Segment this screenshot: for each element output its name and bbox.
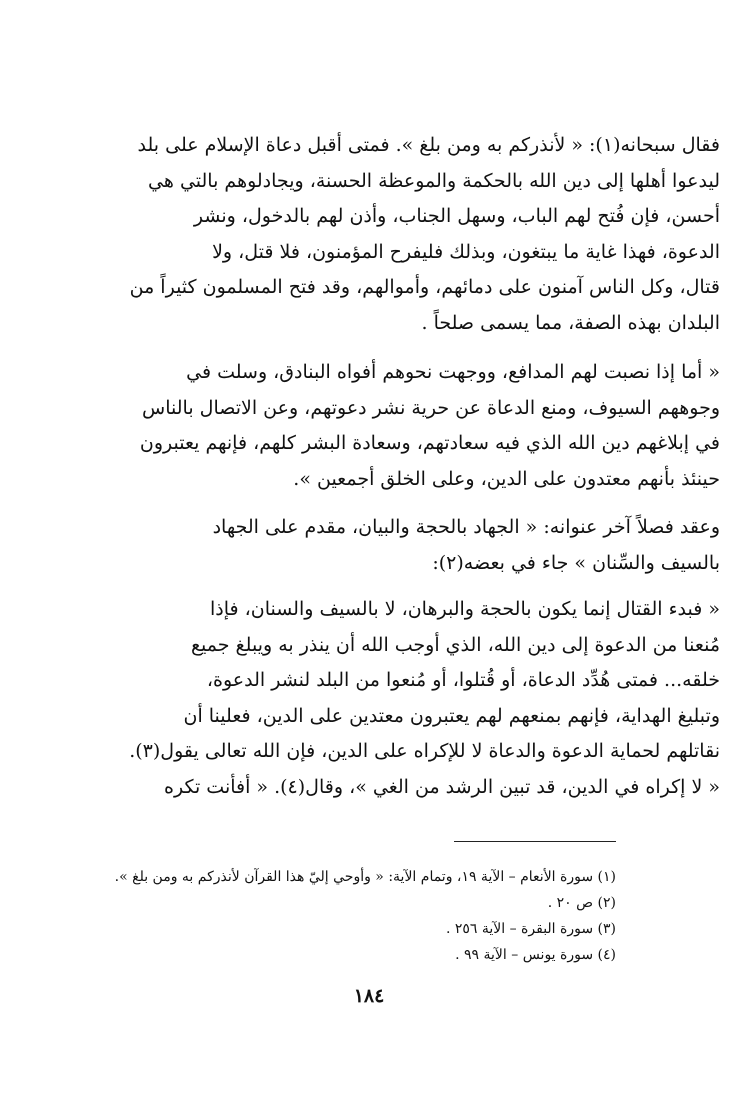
text-line: الدعوة، فهذا غاية ما يبتغون، وبذلك فليفرح المؤمنون، فلا قتل، ولا	[212, 240, 720, 263]
text-line: البلدان بهذه الصفة، مما يسمى صلحاً .	[421, 311, 720, 334]
text-line: نقاتلهم لحماية الدعوة والدعاة لا للإكراه على الدين، فإن الله تعالى يقول(٣).	[129, 740, 720, 762]
text-line: مُنعنا من الدعوة إلى دين الله، الذي أوجب الله أن ينذر به ويبلغ جميع	[190, 633, 720, 656]
text-line: بالسيف والسِّنان » جاء في بعضه(٢):	[432, 551, 720, 574]
footnote-1: (١) سورة الأنعام – الآية ١٩، وتمام الآية: « وأوحي إليّ هذا القرآن لأنذركم به ومن بلغ ».	[114, 869, 616, 885]
footnote-2: (٢) ص ٢٠ .	[547, 895, 616, 911]
paragraph-1	[94, 128, 720, 341]
text-line: وجوههم السيوف، ومنع الدعاة عن حرية نشر دعوتهم، وعن الاتصال بالناس	[142, 396, 720, 419]
footnotes	[94, 864, 616, 968]
text-line: في إبلاغهم دين الله الذي فيه سعادتهم، وسعادة البشر كلهم، فإنهم يعتبرون	[139, 432, 720, 454]
text-line: « أما إذا نصبت لهم المدافع، ووجهت نحوهم أفواه البنادق، وسلت في	[186, 361, 720, 383]
paragraph-3	[94, 510, 720, 581]
paragraph-4	[94, 592, 720, 805]
text-line: ليدعوا أهلها إلى دين الله بالحكمة والموعظة الحسنة، ويجادلوهم بالتي هي	[148, 169, 720, 192]
text-line: خلقه... فمتى هُدِّد الدعاة، أو قُتلوا، أو مُنعوا من البلد لنشر الدعوة،	[206, 669, 720, 691]
footnote-4: (٤) سورة يونس – الآية ٩٩ .	[455, 947, 616, 963]
paragraph-2	[94, 355, 720, 497]
footnote-divider	[454, 841, 616, 842]
text-line: « لا إكراه في الدين، قد تبين الرشد من الغي »، وقال(٤). « أفأنت تكره	[164, 775, 720, 798]
text-line: قتال، وكل الناس آمنون على دمائهم، وأموالهم، وقد فتح المسلمون كثيراً من	[129, 276, 720, 298]
text-line: فقال سبحانه(١): « لأنذركم به ومن بلغ ». فمتى أقبل دعاة الإسلام على بلد	[137, 134, 720, 156]
text-line: حينئذ بأنهم معتدون على الدين، وعلى الخلق أجمعين ».	[293, 467, 720, 490]
text-line: أحسن، فإن فُتح لهم الباب، وسهل الجناب، وأذن لهم بالدخول، ونشر	[193, 205, 720, 227]
text-line: وتبليغ الهداية، فإنهم بمنعهم لهم يعتبرون معتدين على الدين، فعلينا أن	[183, 704, 720, 727]
footnote-3: (٣) سورة البقرة – الآية ٢٥٦ .	[445, 921, 616, 937]
text-line: وعقد فصلاً آخر عنوانه: « الجهاد بالحجة والبيان، مقدم على الجهاد	[212, 516, 720, 538]
page-number: ١٨٤	[353, 985, 385, 1007]
text-line: « فبدء القتال إنما يكون بالحجة والبرهان، لا بالسيف والسنان، فإذا	[209, 598, 720, 620]
